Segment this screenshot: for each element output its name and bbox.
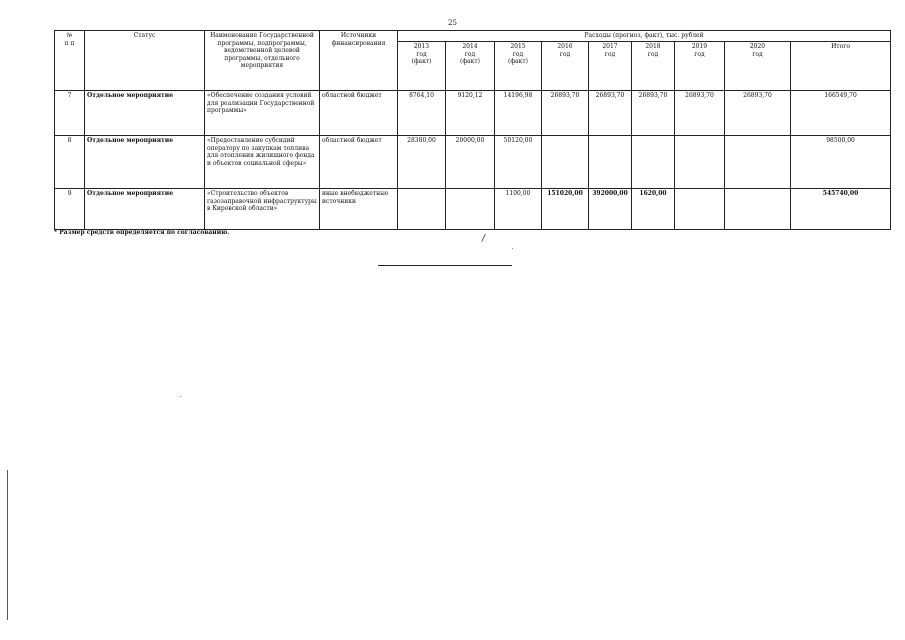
table-row (55, 91, 891, 136)
header-num: № п п (55, 31, 85, 91)
scan-edge-line (7, 470, 8, 620)
header-year: 2020 год (725, 42, 791, 91)
header-year: 2014 год (факт) (446, 42, 495, 91)
table-row (55, 189, 891, 230)
cell-value (542, 136, 589, 189)
header-total: Итого (791, 42, 891, 91)
cell-value: 26893,70 (589, 91, 632, 136)
row-name: «Предоставление субсидий оператору по закупкам топлива для отопления жилищного фонда и объектов социальной сферы» (205, 136, 320, 189)
cell-value (725, 136, 791, 189)
cell-value (675, 136, 725, 189)
cell-value: 28380,00 (398, 136, 446, 189)
cell-total: 166549,70 (791, 91, 891, 136)
header-year: 2015 год (факт) (495, 42, 542, 91)
row-name: «Обеспечение создания условий для реализации Государственной программы» (205, 91, 320, 136)
header-source: Источники финансирования (320, 31, 398, 91)
table-row (55, 136, 891, 189)
header-year: 2017 год (589, 42, 632, 91)
footnote: * Размер средств определяется по согласованию. (54, 229, 230, 236)
slash-mark: / (482, 234, 486, 244)
cell-value (632, 136, 675, 189)
cell-value: 392000,00 (589, 189, 632, 230)
header-name: Наименование Государственной программы, подпрограммы, ведомственной целевой программы, отдельного мероприятия (205, 31, 320, 91)
cell-value: 26893,70 (632, 91, 675, 136)
cell-value: 20000,00 (446, 136, 495, 189)
header-year: 2013 год (факт) (398, 42, 446, 91)
cell-value: 1620,00 (632, 189, 675, 230)
header-year: 2018 год (632, 42, 675, 91)
page-number: 25 (448, 19, 457, 27)
header-year: 2019 год (675, 42, 725, 91)
cell-value: 8764,10 (398, 91, 446, 136)
row-num: 7 (55, 91, 85, 136)
cell-value: 26893,70 (725, 91, 791, 136)
cell-value (589, 136, 632, 189)
row-status: Отдельное мероприятие (85, 189, 205, 230)
cell-value: 26893,70 (542, 91, 589, 136)
cell-total: 545740,00 (791, 189, 891, 230)
expenses-table (54, 30, 891, 230)
row-name: «Строительство объектов газозаправочной инфраструктуры в Кировской области» (205, 189, 320, 230)
scan-dot (512, 248, 513, 249)
signature-line (378, 265, 512, 266)
row-num: 8 (55, 136, 85, 189)
row-num: 9 (55, 189, 85, 230)
header-status: Статус (85, 31, 205, 91)
cell-value (398, 189, 446, 230)
cell-value: 14196,98 (495, 91, 542, 136)
header-expenses: Расходы (прогноз, факт), тыс. рублей (398, 31, 891, 42)
row-status: Отдельное мероприятие (85, 91, 205, 136)
header-year: 2016 год (542, 42, 589, 91)
cell-total: 98500,00 (791, 136, 891, 189)
cell-value: 9120,12 (446, 91, 495, 136)
cell-value: 1100,00 (495, 189, 542, 230)
cell-value: 26893,70 (675, 91, 725, 136)
cell-value: 151020,00 (542, 189, 589, 230)
row-source: областной бюджет (320, 91, 398, 136)
cell-value (446, 189, 495, 230)
scan-dot (180, 396, 181, 397)
cell-value: 50120,00 (495, 136, 542, 189)
row-source: областной бюджет (320, 136, 398, 189)
cell-value (675, 189, 725, 230)
row-status: Отдельное мероприятие (85, 136, 205, 189)
cell-value (725, 189, 791, 230)
row-source: иные внебюджетные источники (320, 189, 398, 230)
